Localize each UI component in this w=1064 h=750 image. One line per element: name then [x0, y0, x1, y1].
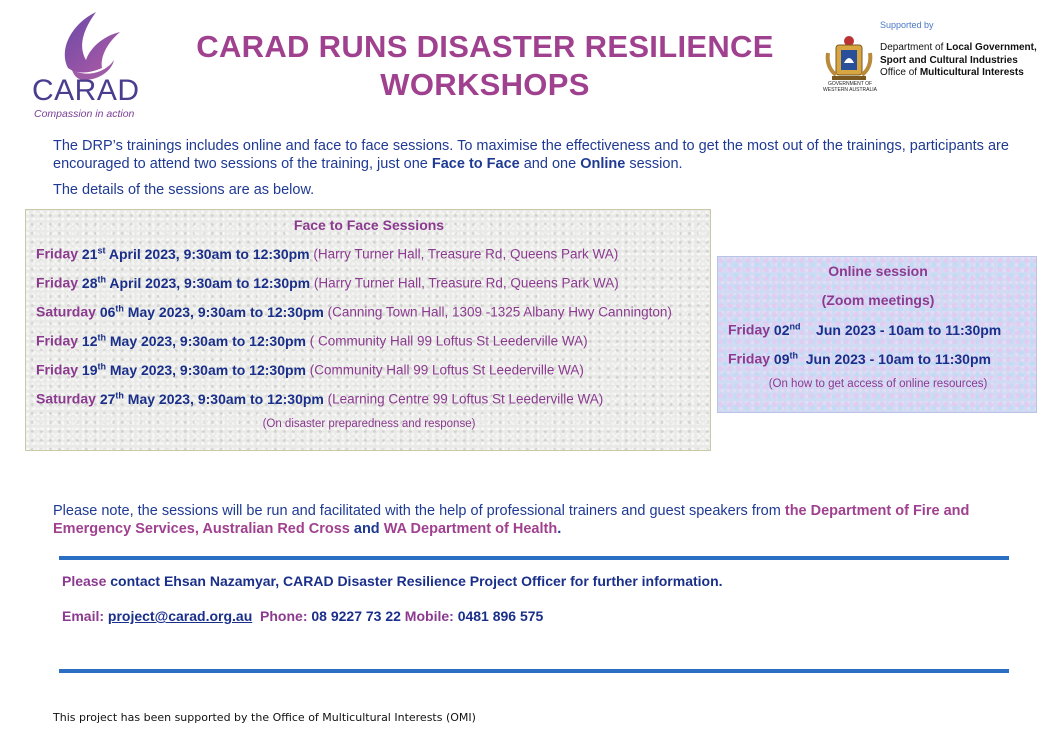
session-date-suffix: th [97, 361, 106, 371]
session-date-num: 28 [81, 274, 98, 291]
office-prefix: Office of [880, 67, 920, 78]
page-title [150, 28, 820, 104]
session-date-suffix: th [789, 350, 798, 360]
note-org-2: WA Department of Health [383, 521, 558, 537]
note-text: Please note, the sessions will be run and facilitated with the help of professional trainers and guest speakers from [53, 503, 785, 519]
session-date-suffix: th [97, 332, 106, 342]
session-location: (Harry Turner Hall, Treasure Rd, Queens Park WA) [309, 246, 619, 262]
title-line-1: CARAD RUNS DISASTER RESILIENCE [196, 29, 774, 64]
face-to-face-note: (On disaster preparedness and response) [262, 418, 476, 430]
note-org-1: the Department of Fire and Emergency Services, Australian Red Cross [53, 503, 970, 537]
session-day: Friday [728, 321, 771, 338]
session-date-num: 19 [81, 361, 98, 378]
online-session-box [717, 256, 1037, 413]
session-day: Saturday [36, 303, 96, 320]
intro-text-a: The DRP’s trainings includes online and face to face sessions. To maximise the effectiveness and to get the most out of the trainings, participants are encouraged to attend two sessions of the training, just one [53, 138, 1009, 172]
session-location: ( Community Hall 99 Loftus St Leederville WA) [305, 333, 588, 349]
mobile-number: 0481 896 575 [457, 608, 544, 624]
title-line-2: WORKSHOPS [380, 67, 590, 102]
divider-bottom [59, 669, 1009, 673]
session-location: (Canning Town Hall, 1309 -1325 Albany Hwy Cannington) [323, 304, 672, 320]
phone-label: Phone: [252, 608, 312, 624]
logo-tagline: Compassion in action [34, 108, 135, 120]
session-date-suffix: nd [789, 321, 801, 331]
logo-wordmark: CARAD [32, 74, 140, 107]
session-location: (Harry Turner Hall, Treasure Rd, Queens Park WA) [310, 275, 619, 291]
session-date-time: April 2023, 9:30am to 12:30pm [105, 245, 310, 262]
session-date-suffix: st [97, 245, 106, 255]
session-date-num: 02 [770, 321, 790, 338]
session-date-num: 09 [770, 350, 790, 367]
session-date-time: Jun 2023 - 10am to 11:30pm [800, 321, 1002, 338]
session-date-num: 21 [81, 245, 98, 262]
intro-text-b: and one [519, 156, 581, 172]
session-date-suffix: th [115, 390, 124, 400]
contact-details [62, 608, 543, 624]
f2f-session-6 [36, 390, 603, 407]
online-subtitle: (Zoom meetings) [821, 292, 935, 308]
intro-text-c: session. [625, 156, 683, 172]
session-date-suffix: th [97, 274, 106, 284]
session-day: Friday [36, 245, 79, 262]
session-day: Saturday [36, 390, 96, 407]
session-date-time: May 2023, 9:30am to 12:30pm [105, 361, 306, 378]
online-session-1 [728, 321, 1001, 338]
session-location: (Community Hall 99 Loftus St Leederville WA) [305, 362, 584, 378]
divider-top [59, 556, 1009, 560]
please-note-paragraph [53, 502, 1028, 538]
f2f-session-2 [36, 274, 619, 291]
mobile-label: Mobile: [400, 608, 458, 624]
intro-bold-face-to-face: Face to Face [431, 156, 520, 172]
dept-prefix: Department of [880, 42, 947, 53]
f2f-session-1 [36, 245, 618, 262]
session-day: Friday [36, 274, 79, 291]
session-date-suffix: th [115, 303, 124, 313]
session-date-num: 27 [99, 390, 116, 407]
email-label: Email: [62, 608, 108, 624]
f2f-session-3 [36, 303, 672, 320]
session-date-time: Jun 2023 - 10am to 11:30pm [797, 350, 991, 367]
session-day: Friday [728, 350, 771, 367]
session-date-num: 12 [81, 332, 98, 349]
contact-please: Please [62, 573, 107, 589]
online-title: Online session [828, 263, 928, 279]
phone-number: 08 9227 73 22 [311, 608, 401, 624]
f2f-session-5 [36, 361, 584, 378]
session-day: Friday [36, 361, 79, 378]
note-and: and [349, 521, 384, 537]
session-date-time: May 2023, 9:30am to 12:30pm [123, 390, 324, 407]
contact-text: contact Ehsan Nazamyar, CARAD Disaster Resilience Project Officer for further information. [106, 573, 723, 589]
dept-bold-2: Sport and Cultural Industries [880, 54, 1018, 66]
contact-line [62, 573, 723, 589]
intro-paragraph [53, 137, 1033, 173]
note-end: . [557, 521, 562, 537]
crest-caption: GOVERNMENT OF WESTERN AUSTRALIA [823, 81, 877, 93]
dept-bold-1: Local Government, [946, 42, 1037, 53]
f2f-session-4 [36, 332, 588, 349]
office-bold: Multicultural Interests [919, 67, 1024, 78]
online-session-2 [728, 350, 991, 367]
session-date-num: 06 [99, 303, 116, 320]
session-date-time: May 2023, 9:30am to 12:30pm [123, 303, 324, 320]
online-note: (On how to get access of online resources) [768, 378, 988, 390]
session-date-time: May 2023, 9:30am to 12:30pm [105, 332, 306, 349]
session-day: Friday [36, 332, 79, 349]
supported-by-label: Supported by [880, 20, 934, 30]
details-line: The details of the sessions are as below. [53, 182, 315, 198]
intro-bold-online: Online [580, 156, 626, 172]
department-name [880, 42, 1037, 80]
face-to-face-box [25, 209, 711, 451]
session-date-time: April 2023, 9:30am to 12:30pm [105, 274, 311, 291]
face-to-face-title: Face to Face Sessions [293, 217, 445, 233]
session-location: (Learning Centre 99 Loftus St Leederville WA) [323, 391, 604, 407]
email-link[interactable]: project@carad.org.au [107, 608, 253, 624]
footer-note: This project has been supported by the Office of Multicultural Interests (OMI) [53, 711, 476, 724]
